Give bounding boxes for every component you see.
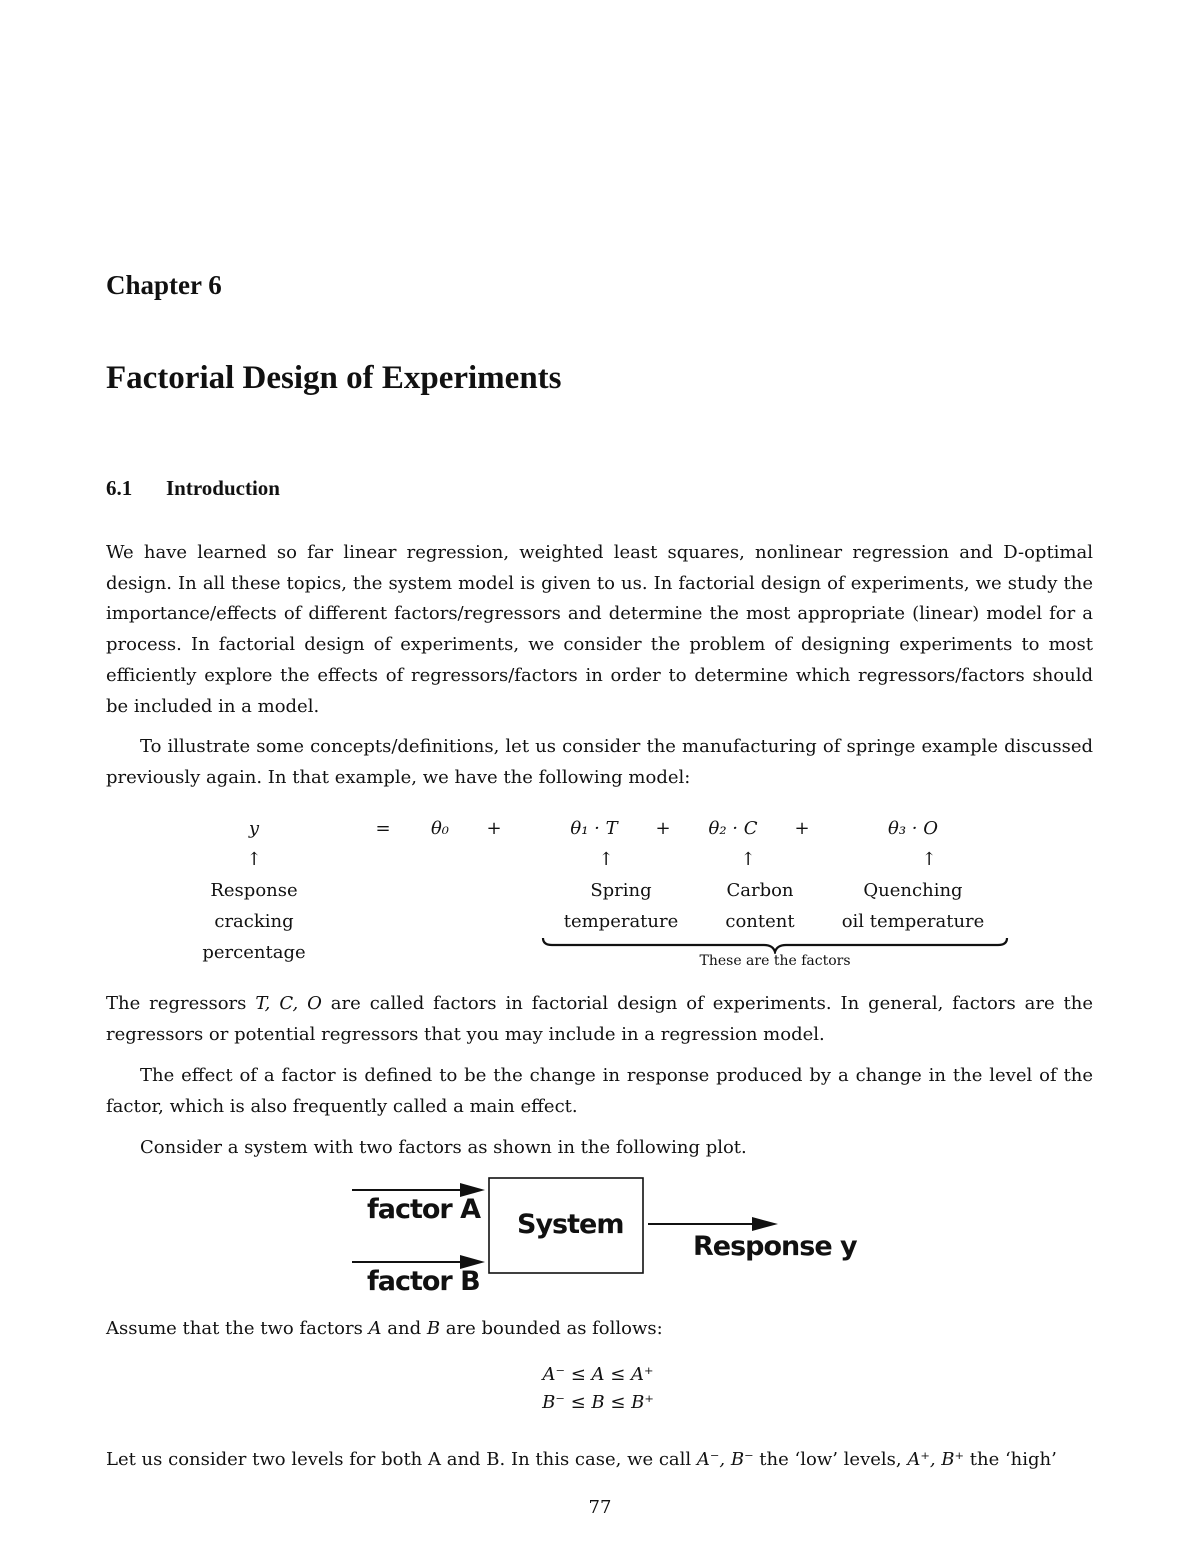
- eq-plus-2: +: [655, 818, 671, 839]
- p7-text-c: the ‘high’: [964, 1449, 1057, 1470]
- eq-equals: =: [375, 818, 391, 839]
- p3-text-b: are called factors in factorial design of experiments. In general, factors are the regressors or potential regressors that you may include in a regression model.: [106, 993, 1094, 1045]
- response-label-line-1: Response: [210, 880, 298, 901]
- response-label-line-2: cracking: [214, 911, 294, 932]
- bounds-line-a: A⁻ ≤ A ≤ A⁺: [542, 1364, 654, 1385]
- p6-var-b: B: [426, 1318, 441, 1339]
- term1-label-line-2: temperature: [563, 911, 679, 932]
- system-label: System: [517, 1209, 624, 1240]
- p3-variables: T, C, O: [255, 993, 322, 1014]
- chapter-label: Chapter 6: [106, 270, 222, 300]
- term1-label-line-1: Spring: [590, 880, 652, 901]
- underbrace: [540, 936, 1010, 954]
- paragraph-levels: [106, 1445, 1093, 1476]
- response-label-line-3: percentage: [202, 942, 306, 963]
- p7-low-levels: A⁻, B⁻: [696, 1449, 754, 1470]
- paragraph-intro: We have learned so far linear regression, weighted least squares, nonlinear regression and D-optimal design. In all these topics, the system model is given to us. In factorial design of experiments, we study the importance/effects of different factors/regressors and determine the most appropriate (linear) model for a process. In factorial design of experiments, we consider the problem of designing experiments to most efficiently explore the effects of regressors/factors in order to determine which regressors/factors should be included in a model.: [106, 542, 1093, 717]
- brace-label: These are the factors: [699, 953, 851, 969]
- paragraph-main-effect: The effect of a factor is defined to be the change in response produced by a change in the level of the factor, which is also frequently called a main effect.: [106, 1065, 1093, 1117]
- p7-text-a: Let us consider two levels for both A and B. In this case, we call: [106, 1449, 697, 1470]
- response-label: Response y: [693, 1231, 857, 1262]
- paragraph-factors: [106, 989, 1093, 1050]
- p3-text-a: The regressors: [106, 993, 256, 1014]
- paragraph-plot-intro: Consider a system with two factors as shown in the following plot.: [140, 1137, 747, 1158]
- p6-text-b: are bounded as follows:: [440, 1318, 663, 1339]
- eq-lhs: y: [248, 818, 260, 839]
- p7-text-b: the ‘low’ levels,: [753, 1449, 908, 1470]
- factor-a-label: factor A: [367, 1194, 481, 1225]
- section-heading: [106, 476, 280, 501]
- chapter-title: Factorial Design of Experiments: [106, 360, 562, 396]
- eq-theta0: θ₀: [430, 818, 450, 839]
- bounds-line-b: B⁻ ≤ B ≤ B⁺: [542, 1392, 654, 1413]
- up-arrow-icon: ↑: [598, 849, 614, 870]
- eq-plus-3: +: [794, 818, 810, 839]
- factor-b-label: factor B: [367, 1266, 480, 1297]
- arrow-head-icon: [752, 1217, 778, 1231]
- term2-label-line-2: content: [725, 911, 795, 932]
- paragraph-bounds-intro: [106, 1314, 1093, 1345]
- eq-plus-1: +: [486, 818, 502, 839]
- eq-term3: θ₃ · O: [888, 818, 938, 839]
- up-arrow-icon: ↑: [246, 849, 262, 870]
- p6-text-and: and: [381, 1318, 427, 1339]
- page-number: 77: [588, 1497, 612, 1518]
- p6-var-a: A: [368, 1318, 382, 1339]
- section-title: Introduction: [166, 476, 280, 500]
- up-arrow-icon: ↑: [740, 849, 756, 870]
- p6-text-a: Assume that the two factors: [106, 1318, 369, 1339]
- term3-label-line-1: Quenching: [863, 880, 963, 901]
- p7-high-levels: A⁺, B⁺: [907, 1449, 965, 1470]
- eq-term2: θ₂ · C: [708, 818, 758, 839]
- section-number: 6.1: [106, 476, 133, 500]
- eq-term1: θ₁ · T: [570, 818, 618, 839]
- paragraph-example: To illustrate some concepts/definitions, let us consider the manufacturing of springe example discussed previously again. In that example, we have the following model:: [106, 736, 1093, 788]
- term2-label-line-1: Carbon: [726, 880, 794, 901]
- up-arrow-icon: ↑: [921, 849, 937, 870]
- term3-label-line-2: oil temperature: [841, 911, 985, 932]
